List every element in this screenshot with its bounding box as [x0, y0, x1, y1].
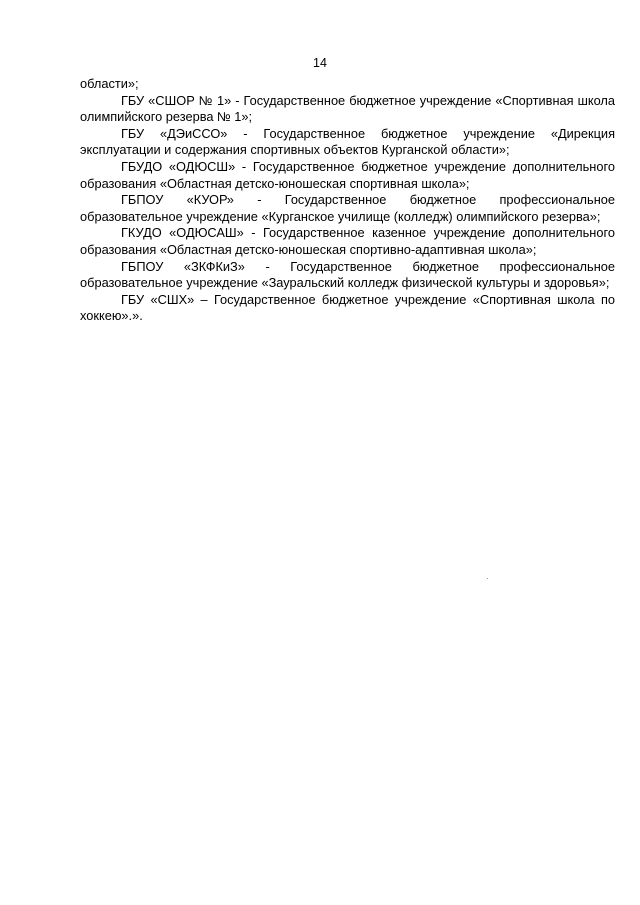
scan-speck — [487, 578, 488, 579]
paragraph-odyussh: ГБУДО «ОДЮСШ» - Государственное бюджетное учреждение дополнительного образования «Областная детско-юношеская спортивная школа»; — [80, 158, 615, 191]
page-number: 14 — [313, 56, 327, 70]
paragraph-sshkh: ГБУ «СШХ» – Государственное бюджетное учреждение «Спортивная школа по хоккею».». — [80, 291, 615, 324]
paragraph-sshor-1: ГБУ «СШОР № 1» - Государственное бюджетное учреждение «Спортивная школа олимпийского резерва № 1»; — [80, 92, 615, 125]
paragraph-odyusash: ГКУДО «ОДЮСАШ» - Государственное казенное учреждение дополнительного образования «Областная детско-юношеская спортивно-адаптивная школа»; — [80, 225, 615, 257]
paragraph-zkfkiz: ГБПОУ «ЗКФКиЗ» - Государственное бюджетное профессиональное образовательное учреждение «Зауральский колледж физической культуры и здоровья»; — [80, 258, 615, 291]
document-body — [80, 76, 615, 325]
paragraph-kuor: ГБПОУ «КУОР» - Государственное бюджетное профессиональное образовательное учреждение «Курганское училище (колледж) олимпийского резерва»; — [80, 192, 615, 224]
paragraph-deisso: ГБУ «ДЭиССО» - Государственное бюджетное учреждение «Дирекция эксплуатации и содержания спортивных объектов Курганской области»; — [80, 125, 615, 158]
paragraph-continuation: области»; — [80, 76, 139, 91]
